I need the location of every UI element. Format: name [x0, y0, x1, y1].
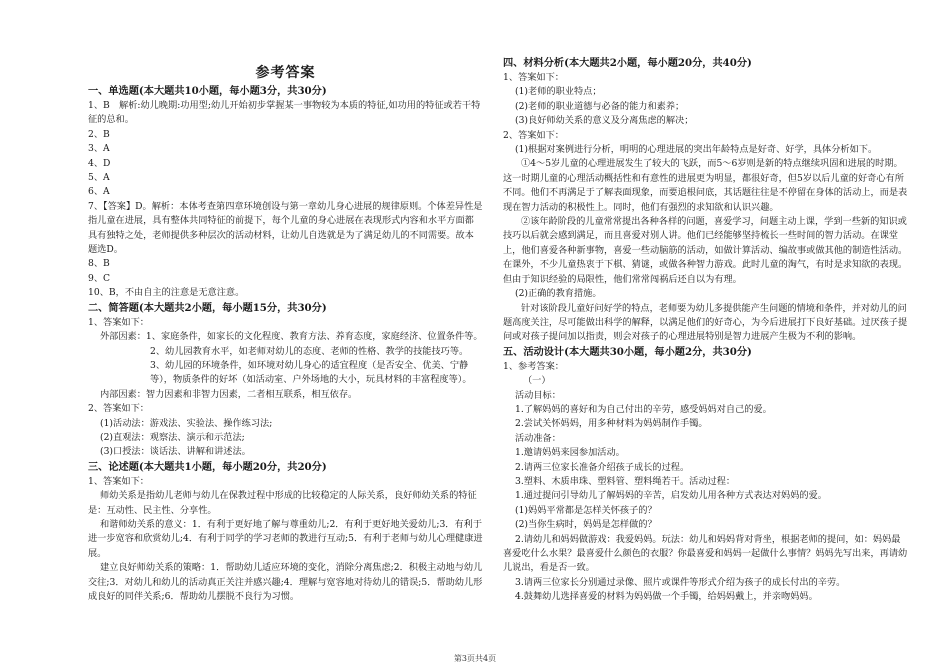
left-column: [88, 64, 483, 604]
answer-paragraph: 2.请幼儿和妈妈做游戏：我爱妈妈。玩法：幼儿和妈妈背对背坐，根据老师的提问，如：妈妈最喜爱吃什么水果？最喜爱什么颜色的衣服？你最喜爱和妈妈一起做什么事情？妈妈先写出来，再请幼儿说出，看是否一致。: [503, 533, 908, 574]
page-number: 第3页共4页: [453, 654, 497, 663]
section-heading: 二、简答题(本大题共2小题，每小题15分，共30分): [88, 301, 327, 314]
answer-paragraph: 2、幼儿园教育水平，如老师对幼儿的态度、老师的性格、教学的技能技巧等。: [150, 345, 469, 357]
answer-paragraph: 2.尝试关怀妈妈，用多种材料为妈妈制作手镯。: [515, 418, 708, 430]
answer-paragraph: 1、答案如下：: [88, 316, 149, 328]
left-content: [88, 84, 483, 604]
answer-paragraph: (3)口授法：谈话法、讲解和讲述法。: [100, 446, 251, 458]
answer-paragraph: ②该年龄阶段的儿童常常提出各种各样的问题，喜爱学习，问题主动上课，学到一些新的知识或技巧以后就会感到满足，而且喜爱对别人讲。他们已经能够坚持梳长一些时间的智力活动。在课堂上，他们喜爱各种新事物，喜爱一些动脑筋的活动，如做计算活动、编故事或做其他的制造性活动。在课外，不少儿童热衷于下棋、猜谜，或做各种智力游戏。此时儿童的淘气，有时是求知欲的表现。但由于知识经验的局限性，他们常常闯祸后还自以为有理。: [503, 216, 908, 285]
answer-paragraph: (1)根据对案例进行分析，明明的心理进展的突出年龄特点是好奇、好学，具体分析如下。: [515, 144, 878, 156]
answer-paragraph: 1、参考答案：: [503, 360, 564, 372]
answer-paragraph: 3、幼儿园的环境条件，如环境对幼儿身心的适宜程度（是否安全、优美、宁静等），物质条件的好坏（如活动室、户外场地的大小，玩具材料的丰富程度等）。: [150, 359, 472, 386]
answer-paragraph: (2)当你生病时，妈妈是怎样做的？: [515, 519, 657, 531]
answer-paragraph: 4.鼓舞幼儿选择喜爱的材料为妈妈做一个手镯，给妈妈戴上，并亲吻妈妈。: [515, 591, 818, 603]
section-heading: 三、论述题(本大题共1小题，每小题20分，共20分): [88, 460, 327, 473]
answer-paragraph: (2)直观法：观察法、演示和示范法;: [100, 431, 245, 443]
answer-paragraph: (2)老师的职业道德与必备的能力和素养；: [515, 100, 685, 112]
answer-paragraph: 2、B: [88, 128, 110, 140]
answer-paragraph: 7、【答案】D。解析：本体考查第四章环境创设与第一章幼儿身心进展的规律原则。个体差异性是指儿童在进展，具有整体共同特征的前提下，每个儿童的身心进展在表现形式内容和水平方面都具有独特之处，老师提供多种层次的活动材料，让幼儿自选就是为了满足幼儿的不同需要。故本题选D。: [88, 200, 483, 256]
answer-paragraph: 建立良好师幼关系的策略：1．帮助幼儿适应环境的变化，消除分离焦虑;2．积极主动地与幼儿交往;3．对幼儿和幼儿的活动真正关注并感兴趣;4．理解与宽容地对待幼儿的错误;5．帮助幼儿形成良好的同伴关系;6．帮助幼儿摆脱不良行为习惯。: [88, 562, 483, 602]
answer-paragraph: (3)良好师幼关系的意义及分离焦虑的解决；: [515, 115, 694, 127]
answer-paragraph: (1)妈妈平常都是怎样关怀孩子的？: [515, 504, 657, 516]
answer-paragraph: 5、A: [88, 172, 110, 184]
answer-paragraph: 9、C: [88, 272, 111, 284]
section-heading: 四、材料分析(本大题共2小题，每小题20分，共40分): [503, 57, 752, 69]
answer-paragraph: 8、B: [88, 258, 110, 270]
answer-paragraph: (1)活动法：游戏法、实验法、操作练习法;: [100, 417, 273, 429]
answer-paragraph: (1)老师的职业特点；: [515, 86, 602, 98]
answer-paragraph: 10、B，不由自主的注意是无意注意。: [88, 287, 245, 299]
answer-paragraph: 1、B 解析:幼儿晚期:功用型;幼儿开始初步掌握某一事物较为本质的特征,如功用的特征或若干特征的总和。: [88, 100, 481, 126]
section-heading: 一、单选题(本大题共10小题，每小题3分，共30分): [88, 85, 327, 97]
right-content: [503, 56, 908, 605]
answer-paragraph: 2、答案如下：: [503, 129, 564, 141]
answer-paragraph: 内部因素：智力因素和非智力因素，二者相互联系，相互依存。: [100, 388, 358, 400]
right-column: [503, 56, 908, 605]
answer-paragraph: （一）: [523, 375, 551, 387]
answer-paragraph: 1.了解妈妈的喜好和为自己付出的辛劳，感受妈妈对自己的爱。: [515, 403, 772, 415]
answer-paragraph: ①4～5岁儿童的心理进展发生了较大的飞跃，而5～6岁则是新的特点继续巩固和进展的时期。这一时期儿童的心理活动概括性和有意性的进展更为明显，都很好奇，但5岁以后儿童的好奇心有所不同。他们不再满足于了解表面现象，而要追根问底，其话题往往是不停留在身体的活动上，而是表现在智力活动的积极性上。同时，他们有强烈的求知欲和认识兴趣。: [503, 158, 908, 213]
answer-paragraph: 活动目标：: [515, 389, 561, 401]
section-heading: 五、活动设计(本大题共30小题，每小题2分，共30分): [503, 345, 752, 358]
answer-paragraph: 1、答案如下：: [88, 475, 149, 487]
page-title: 参考答案: [255, 65, 316, 81]
answer-paragraph: 3.请两三位家长分别通过录像、照片或课件等形式介绍为孩子的成长付出的辛劳。: [515, 576, 846, 588]
answer-paragraph: 和谐师幼关系的意义：1．有利于更好地了解与尊重幼儿;2．有利于更好地关爱幼儿;3．有利于进一步宽容和欣赏幼儿;4．有利于同学的学习老师的教进行互动;5．有利于老师与幼儿心理健康进展。: [88, 518, 483, 559]
answer-paragraph: 活动准备：: [515, 432, 561, 444]
answer-paragraph: 1.邀请妈妈来园参加活动。: [515, 447, 625, 459]
answer-paragraph: (2)正确的教育措施。: [515, 288, 602, 300]
answer-paragraph: 4、D: [88, 157, 111, 169]
answer-paragraph: 6、A: [88, 186, 110, 198]
answer-paragraph: 2.请两三位家长准备介绍孩子成长的过程。: [515, 461, 690, 473]
answer-paragraph: 2、答案如下：: [88, 403, 149, 415]
answer-paragraph: 3.塑料、木质串珠、塑料管、塑料绳若干。活动过程：: [515, 475, 736, 487]
answer-paragraph: 针对该阶段儿童好问好学的特点，老师要为幼儿多提供能产生问题的情境和条件，并对幼儿的问题高度关注，尽可能做出科学的解释，以满足他们的好奇心，为今后进展打下良好基础。过厌孩子提问或对孩子提问加以指责，则会对孩子的心理进展特别是智力进展产生极为不利的影响。: [503, 302, 908, 343]
answer-paragraph: 1、答案如下：: [503, 72, 564, 83]
answer-paragraph: 1.通过提问引导幼儿了解妈妈的辛苦，启发幼儿用各种方式表达对妈妈的爱。: [515, 490, 827, 502]
answer-paragraph: 师幼关系是指幼儿老师与幼儿在保教过程中形成的比较稳定的人际关系，良好师幼关系的特征是：互动性、民主性、分享性。: [88, 490, 477, 516]
answer-paragraph: 外部因素：1、家庭条件，如家长的文化程度、教育方法、养育态度，家庭经济、位置条件等。: [100, 331, 483, 343]
answer-paragraph: 3、A: [88, 143, 110, 155]
